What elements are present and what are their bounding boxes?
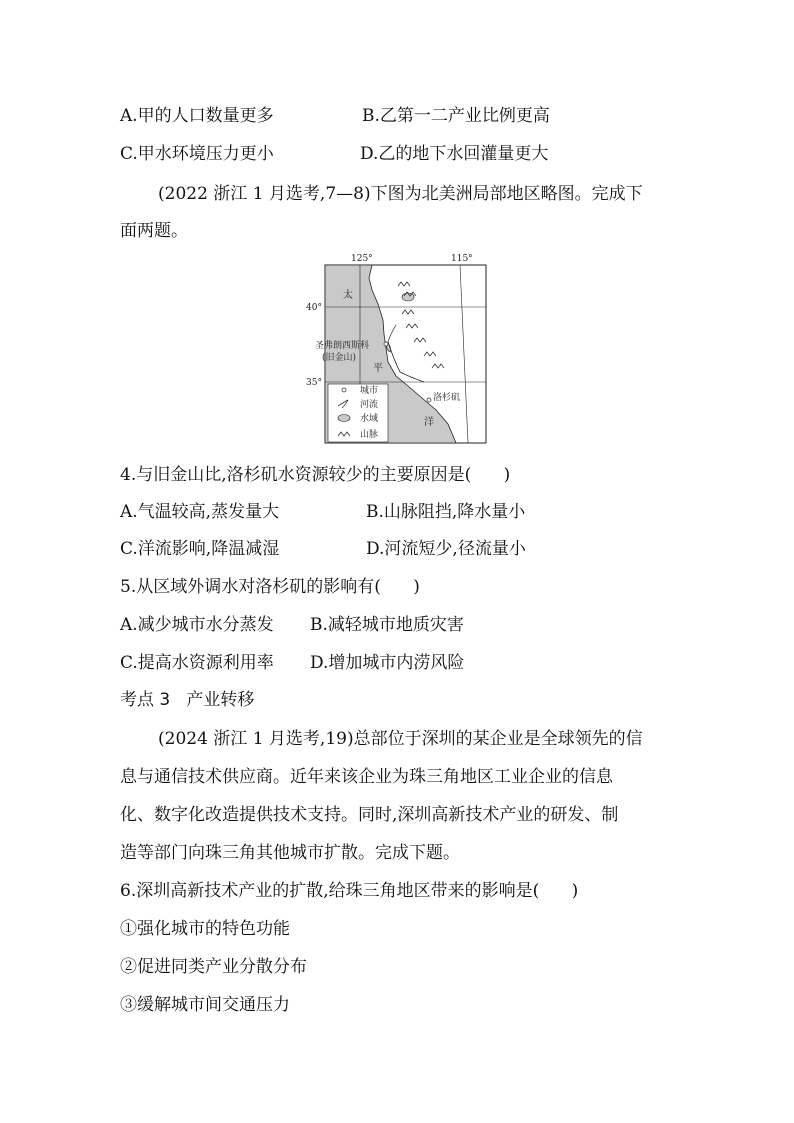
q4-stem: 4.与旧金山比,洛杉矶水资源较少的主要原因是( ) bbox=[120, 465, 511, 485]
q4-option-d[interactable]: D.河流短少,径流量小 bbox=[366, 539, 526, 559]
ocean-label-2: 平 bbox=[373, 363, 383, 374]
option-d[interactable]: D.乙的地下水回灌量更大 bbox=[360, 144, 549, 164]
q4-option-c[interactable]: C.洋流影响,降温减湿 bbox=[120, 539, 280, 559]
legend-city: 城市 bbox=[360, 386, 379, 396]
q6-item-1[interactable]: ①强化城市的特色功能 bbox=[120, 919, 290, 939]
sf-label-2: (旧金山) bbox=[322, 353, 357, 363]
intro-2022-line2: 面两题。 bbox=[120, 221, 188, 241]
intro-2024-line1: (2024 浙江 1 月选考,19)总部位于深圳的某企业是全球领先的信 bbox=[158, 729, 643, 749]
sf-label: 圣弗朗西斯科 bbox=[315, 341, 370, 351]
map-legend bbox=[328, 384, 388, 442]
q4-option-a[interactable]: A.气温较高,蒸发量大 bbox=[120, 502, 280, 522]
q5-stem: 5.从区域外调水对洛杉矶的影响有( ) bbox=[120, 577, 420, 597]
q4-option-b[interactable]: B.山脉阻挡,降水量小 bbox=[366, 502, 526, 522]
legend-river: 河流 bbox=[360, 400, 379, 410]
option-a[interactable]: A.甲的人口数量更多 bbox=[120, 106, 274, 126]
la-city-dot bbox=[427, 398, 431, 402]
lat-label-top: 40° bbox=[306, 303, 322, 313]
intro-2022-line1: (2022 浙江 1 月选考,7—8)下图为北美洲局部地区略图。完成下 bbox=[158, 184, 643, 204]
q5-option-b[interactable]: B.减轻城市地质灾害 bbox=[310, 615, 464, 635]
intro-2024-line4: 造等部门向珠三角其他城市扩散。完成下题。 bbox=[120, 843, 460, 863]
ocean-label-3: 洋 bbox=[424, 417, 434, 428]
q5-option-a[interactable]: A.减少城市水分蒸发 bbox=[120, 615, 274, 635]
ocean-label-1: 太 bbox=[343, 290, 353, 301]
legend-mountain: 山脉 bbox=[360, 430, 379, 440]
q6-stem: 6.深圳高新技术产业的扩散,给珠三角地区带来的影响是( ) bbox=[120, 881, 579, 901]
lat-label-bottom: 35° bbox=[306, 378, 322, 388]
lon-label-right: 115° bbox=[451, 254, 473, 264]
lon-label-left: 125° bbox=[351, 254, 373, 264]
intro-2024-line2: 息与通信技术供应商。近年来该企业为珠三角地区工业企业的信息 bbox=[120, 767, 613, 787]
sf-city-dot bbox=[384, 342, 388, 346]
option-c[interactable]: C.甲水环境压力更小 bbox=[120, 144, 274, 164]
q6-item-2[interactable]: ②促进同类产业分散分布 bbox=[120, 957, 307, 977]
north-america-map bbox=[300, 250, 500, 446]
lake bbox=[402, 293, 414, 301]
legend-city-icon bbox=[342, 388, 346, 392]
legend-water-icon bbox=[338, 415, 350, 422]
q5-option-d[interactable]: D.增加城市内涝风险 bbox=[310, 653, 465, 673]
la-label: 洛杉矶 bbox=[433, 393, 461, 403]
intro-2024-line3: 化、数字化改造提供技术支持。同时,深圳高新技术产业的研发、制 bbox=[120, 805, 619, 825]
option-b[interactable]: B.乙第一二产业比例更高 bbox=[362, 106, 550, 126]
q5-option-c[interactable]: C.提高水资源利用率 bbox=[120, 653, 274, 673]
legend-water: 水域 bbox=[360, 414, 379, 424]
section-title: 考点 3 产业转移 bbox=[120, 690, 255, 710]
q6-item-3[interactable]: ③缓解城市间交通压力 bbox=[120, 995, 290, 1015]
